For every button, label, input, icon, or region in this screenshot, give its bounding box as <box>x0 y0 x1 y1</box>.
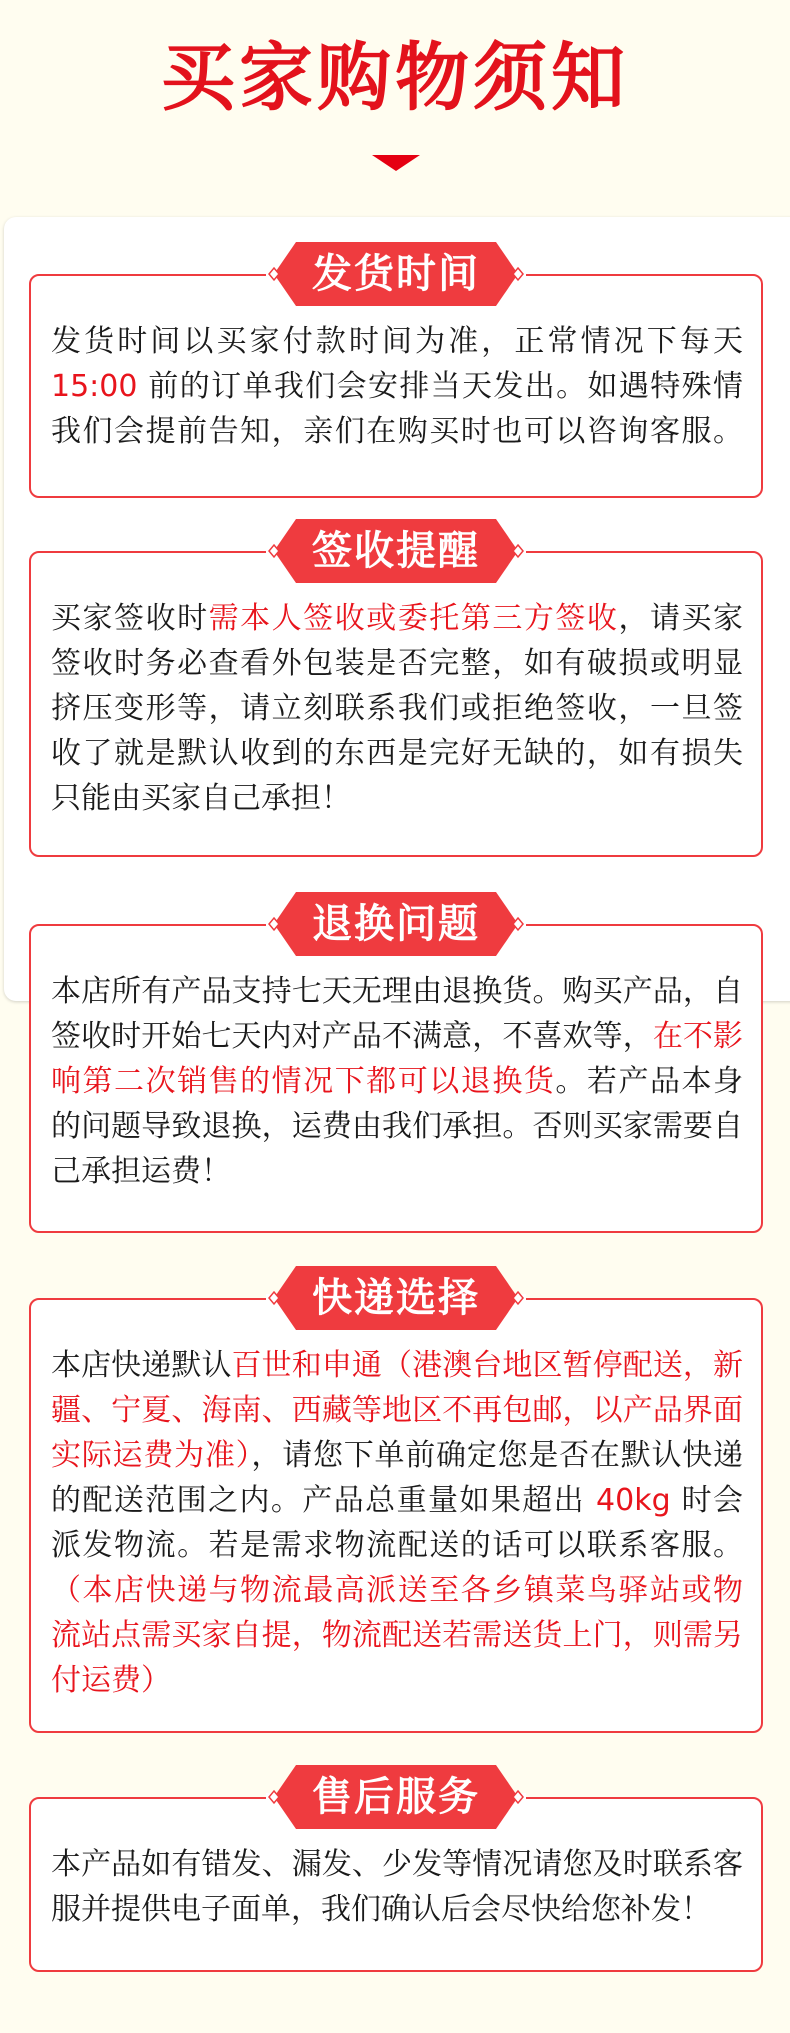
text-line <box>51 596 743 641</box>
text-line <box>51 1568 743 1613</box>
text-line <box>51 1343 743 1388</box>
body-text: 的问题导致退换，运费由我们承担。否则买家需要自 <box>51 1109 743 1144</box>
highlight-text: 在不影 <box>652 1019 743 1054</box>
section-title: 签收提醒 <box>312 528 480 574</box>
text-line <box>51 1014 743 1059</box>
body-text: 本店快递默认 <box>51 1348 232 1383</box>
page-title: 买家购物须知 <box>161 35 629 121</box>
text-line <box>51 1523 743 1568</box>
body-text: 发货时间以买家付款时间为准，正常情况下每天 <box>51 324 743 359</box>
section-receipt-reminder <box>29 528 763 857</box>
section-title: 发货时间 <box>312 251 480 297</box>
text-line <box>51 1104 743 1149</box>
section-after-sales <box>29 1774 763 1972</box>
section-badge <box>266 242 526 306</box>
section-badge <box>266 1765 526 1829</box>
text-line <box>51 1149 743 1194</box>
text-line <box>51 731 743 776</box>
section-badge <box>266 519 526 583</box>
text-line <box>51 1887 743 1932</box>
highlight-text: 百世和申通（港澳台地区暂停配送，新 <box>231 1348 743 1383</box>
down-arrow-icon <box>372 155 420 171</box>
section-courier <box>29 1275 763 1733</box>
section-shipping-time <box>29 251 763 498</box>
body-text: 己承担运费！ <box>51 1154 231 1189</box>
body-text: 签收时开始七天内对产品不满意，不喜欢等， <box>51 1019 653 1054</box>
body-text: 。若产品本身 <box>555 1064 743 1099</box>
highlight-text: 付运费） <box>51 1663 171 1698</box>
body-text: 前的订单我们会安排当天发出。如遇特殊情 <box>148 369 743 404</box>
highlight-text: 需本人签收或委托第三方签收 <box>208 601 619 636</box>
body-text: 挤压变形等，请立刻联系我们或拒绝签收，一旦签 <box>51 691 743 726</box>
text-line <box>51 1478 743 1523</box>
body-text: 签收时务必查看外包装是否完整，如有破损或明显 <box>51 646 743 681</box>
highlight-text: 实际运费为准） <box>51 1438 252 1473</box>
body-text: 只能由买家自己承担！ <box>51 781 351 816</box>
section-title: 退换问题 <box>312 901 480 947</box>
body-text: 本产品如有错发、漏发、少发等情况请您及时联系客 <box>51 1847 743 1882</box>
text-line <box>51 776 743 821</box>
highlight-text: 流站点需买家自提，物流配送若需送货上门，则需另 <box>51 1618 743 1653</box>
highlight-text: 15:00 <box>51 369 138 404</box>
body-text: ，请买家 <box>618 601 743 636</box>
text-line <box>51 1059 743 1104</box>
text-line <box>51 1433 743 1478</box>
body-text: 的配送范围之内。产品总重量如果超出 <box>51 1483 597 1518</box>
text-line <box>51 1842 743 1887</box>
highlight-text: 响第二次销售的情况下都可以退换货 <box>51 1064 556 1099</box>
text-line <box>51 969 743 1014</box>
body-text: 派发物流。若是需求物流配送的话可以联系客服。 <box>51 1528 743 1563</box>
body-text: 本店所有产品支持七天无理由退换货。购买产品，自 <box>51 974 743 1009</box>
section-badge <box>266 1266 526 1330</box>
highlight-text: 疆、宁夏、海南、西藏等地区不再包邮，以产品界面 <box>51 1393 743 1428</box>
text-line <box>51 686 743 731</box>
section-returns <box>29 901 763 1233</box>
section-badge <box>266 892 526 956</box>
highlight-text: 40kg <box>596 1483 671 1518</box>
text-line <box>51 1613 743 1658</box>
text-line <box>51 319 743 364</box>
text-line <box>51 409 743 454</box>
text-line <box>51 641 743 686</box>
body-text: ，请您下单前确定您是否在默认快递 <box>251 1438 743 1473</box>
text-line <box>51 1388 743 1433</box>
body-text: 服并提供电子面单，我们确认后会尽快给您补发！ <box>51 1892 711 1927</box>
body-text: 收了就是默认收到的东西是完好无缺的，如有损失 <box>51 736 743 771</box>
text-line <box>51 1658 743 1703</box>
section-title: 售后服务 <box>312 1774 480 1820</box>
body-text: 时会 <box>670 1483 743 1518</box>
body-text: 买家签收时 <box>51 601 209 636</box>
highlight-text: （本店快递与物流最高派送至各乡镇菜鸟驿站或物 <box>51 1573 743 1608</box>
body-text: 我们会提前告知，亲们在购买时也可以咨询客服。 <box>51 414 743 449</box>
section-title: 快递选择 <box>312 1275 480 1321</box>
text-line <box>51 364 743 409</box>
